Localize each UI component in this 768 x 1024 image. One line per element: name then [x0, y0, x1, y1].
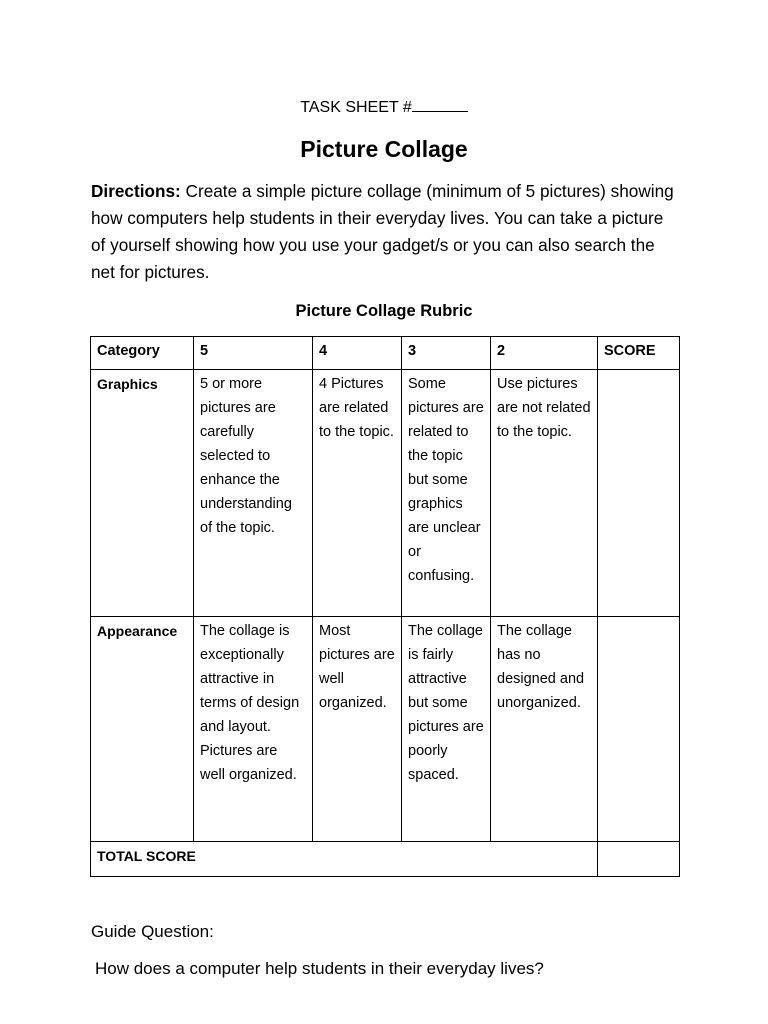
task-sheet-number [0, 96, 768, 119]
header-score-2: 2 [491, 337, 598, 370]
header-score-3: 3 [402, 337, 491, 370]
appearance-score-2: The collage has no designed and unorganized. [491, 617, 598, 842]
directions-label: Directions: [91, 181, 181, 201]
total-score-row [91, 842, 680, 877]
header-score-4: 4 [313, 337, 402, 370]
graphics-score-3: Some pictures are related to the topic but some graphics are unclear or confusing. [402, 370, 491, 617]
guide-question-label: Guide Question: [91, 922, 214, 941]
rubric-header-row [91, 337, 680, 370]
category-graphics: Graphics [91, 370, 194, 617]
directions-paragraph [91, 178, 681, 286]
header-score-5: 5 [194, 337, 313, 370]
category-appearance: Appearance [91, 617, 194, 842]
header-score: SCORE [598, 337, 680, 370]
header-category: Category [91, 337, 194, 370]
table-row [91, 370, 680, 617]
appearance-score-5: The collage is exceptionally attractive in terms of design and layout. Pictures are well organized. [194, 617, 313, 842]
rubric-table [90, 336, 680, 877]
total-score-cell[interactable] [598, 842, 680, 877]
table-row [91, 617, 680, 842]
appearance-score-4: Most pictures are well organized. [313, 617, 402, 842]
directions-text: Create a simple picture collage (minimum of 5 pictures) showing how computers help students in their everyday lives. You can take a picture of yourself showing how you use your gadget/s or you can also search the net for pictures. [91, 181, 674, 282]
graphics-score-5: 5 or more pictures are carefully selected to enhance the understanding of the topic. [194, 370, 313, 617]
graphics-score-cell[interactable] [598, 370, 680, 617]
rubric-title: Picture Collage Rubric [295, 302, 473, 320]
graphics-score-4: 4 Pictures are related to the topic. [313, 370, 402, 617]
task-sheet-label: TASK SHEET # [300, 99, 412, 116]
graphics-score-2: Use pictures are not related to the topic. [491, 370, 598, 617]
task-number-blank[interactable] [412, 96, 468, 112]
appearance-score-cell[interactable] [598, 617, 680, 842]
page-title: Picture Collage [300, 136, 468, 162]
appearance-score-3: The collage is fairly attractive but some pictures are poorly spaced. [402, 617, 491, 842]
guide-question-text: How does a computer help students in their everyday lives? [95, 959, 544, 978]
total-score-label: TOTAL SCORE [91, 842, 598, 877]
